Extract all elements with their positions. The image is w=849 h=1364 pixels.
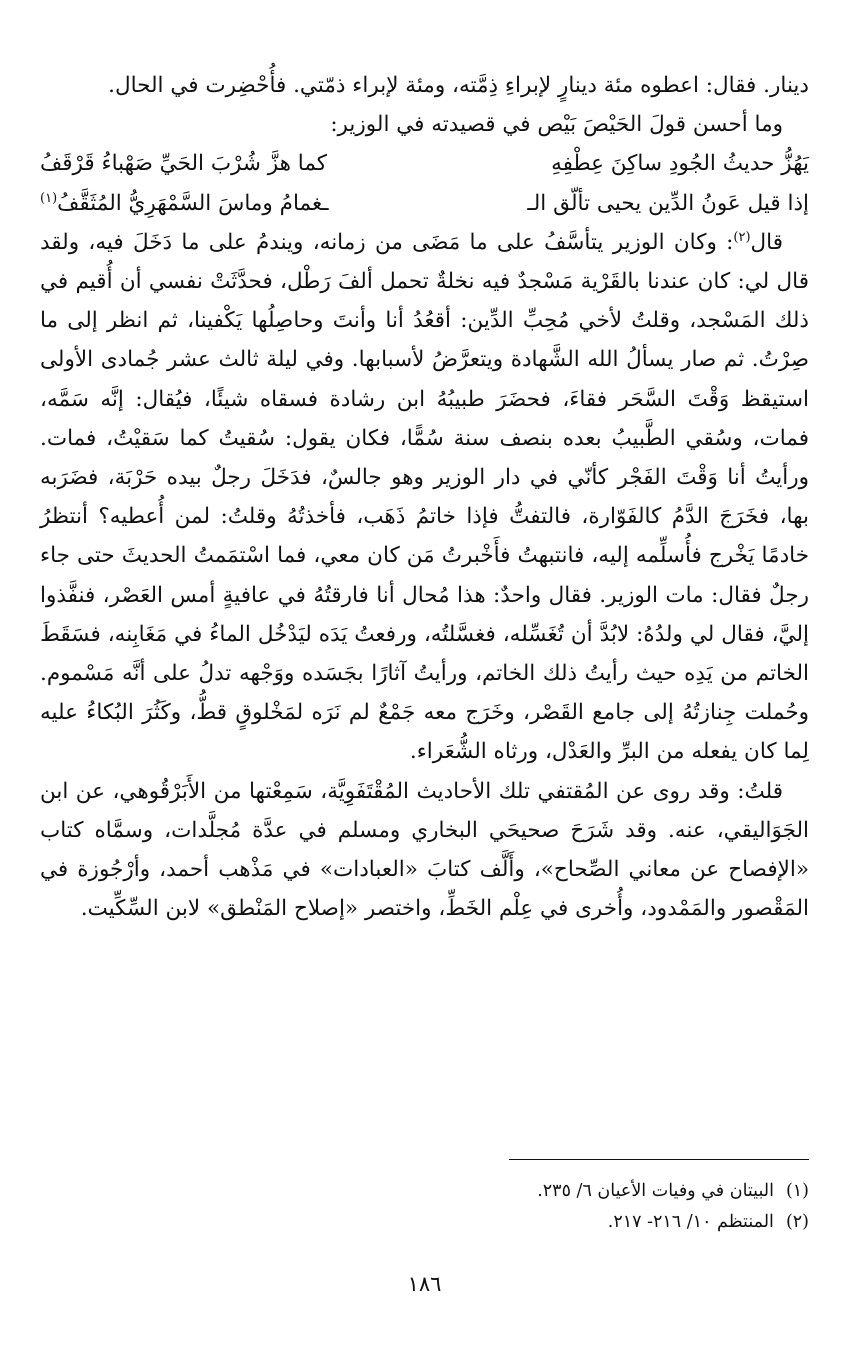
footnote-text: المنتظم ١٠/ ٢١٦- ٢١٧. [607, 1212, 774, 1232]
footnote-number: (١) [785, 1181, 809, 1201]
footnote-separator [509, 1159, 809, 1160]
paragraph-4 [40, 772, 809, 929]
paragraph-3-text: : وكان الوزير يتأسَّفُ على ما مَضَى من زمانه، ويندمُ على ما دَخَلَ فيه، ولقد قال لي: كان عندنا بالقَرْية مَسْجدٌ فيه نخلةٌ تحمل ألفَ رَطْل، فحدَّثَتْ نفسي أن أُقيم في ذلك المَسْجد، وقلتُ لأخي مُحِبِّ الدِّين: أقعُدُ أنا وأنتَ وحاصِلُها يَكْفينا، ثم انظر إلى ما صِرْتُ. ثم صار يسألُ الله الشَّهادة ويتعرَّضُ لأسبابها. وفي ليلة ثالث عشر جُمادى الأولى استيقظ وَقْتَ السَّحَر فقاءَ، فحضَرَ طبيبُهُ ابن رشادة فسقاه شيئًا، فيُقال: إنَّه سَمَّه، فمات، وسُقي الطَّبيبُ بعده بنصف سنة سُمًّا، فكان يقول: سُقيتُ كما سَقيْتُ، فمات. ورأيتُ أنا وَقْتَ الفَجْر كأنّي في دار الوزير وهو جالسٌ، فدَخَلَ رجلٌ بيده حَرْبَة، فضَرَبه بها، فخَرَجَ الدَّمُ كالفَوّارة، فالتفتُّ فإذا خاتمُ ذَهَب، فأخذتُهُ وقلتُ: لمن أُعطيه؟ أنتظرُ خادمًا يَخْرج فأُسلِّمه إليه، فانتبهتُ فأَخْبرتُ مَن كان معي، فما اسْتمَمتُ الحديثَ حتى جاء رجلٌ فقال: مات الوزير. فقال واحدٌ: هذا مُحال أنا فارقتُهُ في عافيةٍ أمس العَصْر، فنفَّذوا إليَّ، فقال لي ولدُهُ: لابُدَّ أن تُغَسِّله، فغسَّلتُه، ورفعتُ يَدَه ليَدْخُل الماءُ في مَغَابِنه، فسَقَطَ الخاتم من يَدِه حيث رأيتُ ذلك الخاتم، ورأيتُ آثارًا بجَسَده ووَجْهه تدلُ على أنَّه مَسْموم. وحُملت جِنازتُهُ إلى جامع القَصْر، وخَرَج معه جَمْعٌ لم نَرَه لمَخْلوقٍ قطُّ، وكَثُرَ البُكاءُ عليه لِما كان يفعله من البرِّ والعَدْل، ورثاه الشُّعَراء. [40, 229, 809, 765]
verse-2 [40, 184, 809, 223]
verse-1-first-hemistich: يَهُزُّ حديثُ الجُودِ ساكِنَ عِطْفِهِ [551, 151, 809, 177]
paragraph-4-text: قلتُ: وقد روى عن المُقتفي تلك الأحاديث المُقْتَفَوِيَّة، سَمِعْتها من الأَبَرْقُوهي، عن ابن الجَوَاليقي، عنه. وقد شَرَحَ صحيحَي البخاري ومسلم في عدَّة مُجلَّدات، وسمَّاه كتاب «الإفصاح عن معاني الصِّحاح»، وأَلَّف كتابَ «العبادات» في مَذْهب أحمد، وأرْجُوزة في المَقْصور والمَمْدود، وأُخرى في عِلْم الخَطِّ، واختصر «إصلاح المَنْطق» لابن السِّكِّيت. [40, 778, 809, 922]
verse-1 [40, 144, 809, 183]
book-page [40, 66, 809, 1364]
poem [40, 144, 809, 222]
paragraph-2-text: وما أحسن قولَ الحَيْصَ بَيْص في قصيدته في الوزير: [330, 112, 783, 138]
footnotes [40, 1176, 809, 1238]
footnote-ref-2: (٢) [733, 229, 751, 245]
footnote-1 [40, 1176, 809, 1207]
footnote-2 [40, 1207, 809, 1238]
paragraph-3 [40, 223, 809, 772]
verse-1-second-hemistich: كما هزَّ شُرْبَ الحَيِّ صَهْباءُ قَرْقَفُ [40, 151, 328, 177]
verse-2-second-text: ـغمامُ وماسَ السَّمْهَرِيُّ المُثَقَّفُ [57, 190, 329, 216]
paragraph-2 [40, 105, 809, 144]
paragraph-1-text: دينار. فقال: اعطوه مئة دينارٍ لإبراءِ ذِمَّته، ومئة لإبراء ذمّتي. فأُحْضِرت في الحال. [108, 73, 809, 98]
footnote-ref-1: (١) [40, 190, 58, 206]
verse-2-second-hemistich [40, 184, 329, 223]
page-number: ١٨٦ [407, 1272, 442, 1296]
paragraph-3-start: قال [750, 229, 783, 255]
footnote-text: البيتان في وفيات الأعيان ٦/ ٢٣٥. [537, 1181, 774, 1201]
verse-2-first-hemistich: إذا قيل عَونُ الدِّين يحيى تألّق الـ [527, 190, 809, 216]
paragraph-1 [40, 66, 809, 105]
footnote-number: (٢) [785, 1212, 809, 1232]
